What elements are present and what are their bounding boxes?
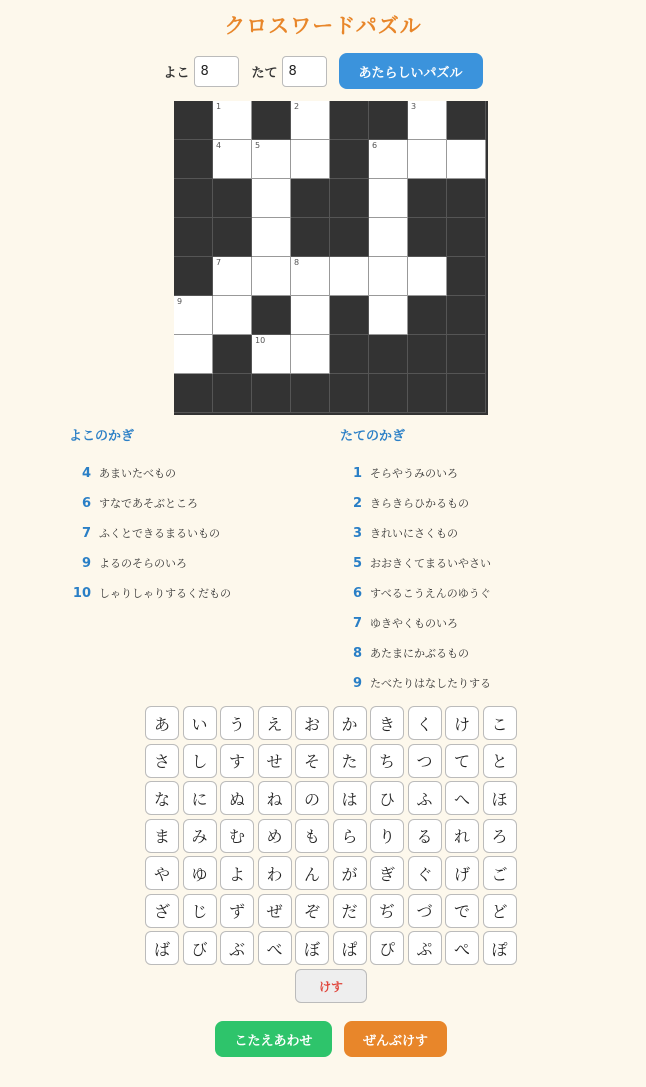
kana-key[interactable]: ど xyxy=(483,894,517,928)
kana-key[interactable]: ほ xyxy=(483,781,517,815)
kana-key[interactable]: ぐ xyxy=(408,856,442,890)
clue-text: ふくとできるまるいもの xyxy=(99,527,220,540)
clue-number: 1 xyxy=(352,465,362,481)
keyboard-row xyxy=(145,894,518,928)
kana-key[interactable]: み xyxy=(183,819,217,853)
kana-key[interactable]: つ xyxy=(408,744,442,778)
grid-cell[interactable] xyxy=(369,140,408,179)
kana-key[interactable]: よ xyxy=(220,856,254,890)
grid-block xyxy=(291,179,330,218)
grid-block xyxy=(291,218,330,257)
grid-block xyxy=(408,335,447,374)
kana-key[interactable]: き xyxy=(370,706,404,740)
kana-key[interactable]: お xyxy=(295,706,329,740)
grid-block xyxy=(408,374,447,413)
clue-text: そらやうみのいろ xyxy=(370,467,458,480)
keyboard-row xyxy=(145,856,518,890)
clear-all-button[interactable]: ぜんぶけす xyxy=(344,1021,447,1057)
kana-key[interactable]: し xyxy=(183,744,217,778)
height-label: たて xyxy=(251,65,278,81)
clue-number: 9 xyxy=(81,555,91,571)
grid-cell[interactable] xyxy=(408,257,447,296)
kana-key[interactable]: は xyxy=(333,781,367,815)
kana-key[interactable]: て xyxy=(445,744,479,778)
kana-key[interactable]: ゆ xyxy=(183,856,217,890)
size-controls xyxy=(0,53,646,89)
kana-key[interactable]: か xyxy=(333,706,367,740)
kana-key[interactable]: ず xyxy=(220,894,254,928)
clue-item[interactable] xyxy=(69,548,339,578)
kana-key[interactable]: ぺ xyxy=(445,931,479,965)
cell-number: 10 xyxy=(255,336,266,345)
new-puzzle-button[interactable]: あたらしいパズル xyxy=(339,53,483,89)
cell-number: 2 xyxy=(294,102,300,111)
kana-key[interactable]: ふ xyxy=(408,781,442,815)
kana-key[interactable]: せ xyxy=(258,744,292,778)
grid-block xyxy=(252,374,291,413)
clue-number: 7 xyxy=(352,615,362,631)
kana-key[interactable]: ま xyxy=(145,819,179,853)
kana-key[interactable]: け xyxy=(445,706,479,740)
keyboard-row xyxy=(145,819,518,853)
clue-number: 4 xyxy=(81,465,91,481)
across-heading: よこのかぎ xyxy=(69,429,135,444)
grid-block xyxy=(447,374,486,413)
grid-block xyxy=(369,101,408,140)
kana-key[interactable]: う xyxy=(220,706,254,740)
grid-block xyxy=(447,101,486,140)
clue-item[interactable] xyxy=(340,548,610,578)
kana-key[interactable]: す xyxy=(220,744,254,778)
grid-cell[interactable] xyxy=(252,257,291,296)
cell-number: 4 xyxy=(216,141,222,150)
kana-key[interactable]: ん xyxy=(295,856,329,890)
grid-block xyxy=(174,218,213,257)
grid-block xyxy=(174,179,213,218)
clue-item[interactable] xyxy=(340,668,610,698)
kana-key[interactable]: れ xyxy=(445,819,479,853)
erase-key[interactable]: けす xyxy=(295,969,367,1003)
kana-key[interactable]: ぶ xyxy=(220,931,254,965)
kana-key[interactable]: そ xyxy=(295,744,329,778)
grid-block xyxy=(408,296,447,335)
grid-cell[interactable] xyxy=(252,335,291,374)
kana-key[interactable]: が xyxy=(333,856,367,890)
kana-key[interactable]: づ xyxy=(408,894,442,928)
grid-cell[interactable] xyxy=(408,101,447,140)
down-clues xyxy=(340,428,610,698)
grid-cell[interactable] xyxy=(213,257,252,296)
cell-number: 9 xyxy=(177,297,183,306)
page-title: クロスワードパズル xyxy=(224,14,422,38)
kana-key[interactable]: る xyxy=(408,819,442,853)
kana-key[interactable]: に xyxy=(183,781,217,815)
clue-number: 3 xyxy=(352,525,362,541)
clue-item[interactable] xyxy=(340,578,610,608)
clue-text: たべたりはなしたりする xyxy=(370,677,491,690)
grid-block xyxy=(447,335,486,374)
cell-number: 7 xyxy=(216,258,222,267)
kana-key[interactable]: ぢ xyxy=(370,894,404,928)
grid-block xyxy=(408,179,447,218)
kana-key[interactable]: ぴ xyxy=(370,931,404,965)
kana-key[interactable]: ら xyxy=(333,819,367,853)
grid-cell[interactable] xyxy=(291,296,330,335)
grid-block xyxy=(447,296,486,335)
clue-item[interactable] xyxy=(340,488,610,518)
grid-cell[interactable] xyxy=(174,296,213,335)
clue-number: 6 xyxy=(352,585,362,601)
clue-number: 8 xyxy=(352,645,362,661)
keyboard-row xyxy=(145,706,518,740)
grid-cell[interactable] xyxy=(447,140,486,179)
width-label: よこ xyxy=(163,65,190,81)
kana-key[interactable]: さ xyxy=(145,744,179,778)
grid-block xyxy=(213,335,252,374)
kana-key[interactable]: ぼ xyxy=(295,931,329,965)
grid-block xyxy=(291,374,330,413)
clue-text: すべるこうえんのゆうぐ xyxy=(370,587,491,600)
kana-key[interactable]: ち xyxy=(370,744,404,778)
clue-text: ゆきやくものいろ xyxy=(370,617,458,630)
grid-cell[interactable] xyxy=(408,140,447,179)
kana-key[interactable]: ぎ xyxy=(370,856,404,890)
kana-key[interactable]: え xyxy=(258,706,292,740)
clue-text: おおきくてまるいやさい xyxy=(370,557,491,570)
down-heading: たてのかぎ xyxy=(340,429,406,444)
kana-key[interactable]: く xyxy=(408,706,442,740)
kana-key[interactable]: や xyxy=(145,856,179,890)
kana-key[interactable]: と xyxy=(483,744,517,778)
kana-key[interactable]: ぜ xyxy=(258,894,292,928)
keyboard-row xyxy=(145,744,518,778)
kana-key[interactable]: ぞ xyxy=(295,894,329,928)
height-input[interactable] xyxy=(282,56,327,87)
kana-key[interactable]: べ xyxy=(258,931,292,965)
kana-key[interactable]: ご xyxy=(483,856,517,890)
kana-key[interactable]: ぬ xyxy=(220,781,254,815)
kana-key[interactable]: め xyxy=(258,819,292,853)
kana-key[interactable]: ろ xyxy=(483,819,517,853)
grid-block xyxy=(408,218,447,257)
clue-text: きれいにさくもの xyxy=(370,527,458,540)
crossword-grid xyxy=(174,101,488,415)
grid-block xyxy=(369,374,408,413)
cell-number: 1 xyxy=(216,102,222,111)
grid-cell[interactable] xyxy=(174,335,213,374)
grid-cell[interactable] xyxy=(291,140,330,179)
kana-key[interactable]: た xyxy=(333,744,367,778)
grid-block xyxy=(252,101,291,140)
grid-block xyxy=(213,218,252,257)
grid-cell[interactable] xyxy=(369,296,408,335)
kana-key[interactable]: だ xyxy=(333,894,367,928)
grid-cell[interactable] xyxy=(291,335,330,374)
kana-key[interactable]: へ xyxy=(445,781,479,815)
clue-text: あたまにかぶるもの xyxy=(370,647,469,660)
grid-block xyxy=(174,257,213,296)
clue-number: 10 xyxy=(72,585,91,601)
cell-number: 5 xyxy=(255,141,261,150)
grid-block xyxy=(330,140,369,179)
kana-key[interactable]: む xyxy=(220,819,254,853)
kana-key[interactable]: い xyxy=(183,706,217,740)
kana-key[interactable]: ぱ xyxy=(333,931,367,965)
cell-number: 3 xyxy=(411,102,417,111)
grid-block xyxy=(252,296,291,335)
kana-key[interactable]: ぷ xyxy=(408,931,442,965)
grid-cell[interactable] xyxy=(291,257,330,296)
kana-key[interactable]: な xyxy=(145,781,179,815)
grid-block xyxy=(213,374,252,413)
keyboard-row xyxy=(145,781,518,815)
grid-block xyxy=(369,335,408,374)
grid-block xyxy=(174,140,213,179)
clue-text: すなであそぶところ xyxy=(99,497,198,510)
width-input[interactable] xyxy=(194,56,239,87)
kana-key[interactable]: あ xyxy=(145,706,179,740)
grid-cell[interactable] xyxy=(213,101,252,140)
clue-text: しゃりしゃりするくだもの xyxy=(99,587,231,600)
clue-number: 6 xyxy=(81,495,91,511)
clue-item[interactable] xyxy=(340,638,610,668)
grid-block xyxy=(174,101,213,140)
grid-block xyxy=(447,179,486,218)
kana-key[interactable]: ひ xyxy=(370,781,404,815)
grid-cell[interactable] xyxy=(213,140,252,179)
kana-key[interactable]: ざ xyxy=(145,894,179,928)
grid-block xyxy=(330,296,369,335)
kana-key[interactable]: こ xyxy=(483,706,517,740)
grid-cell[interactable] xyxy=(252,179,291,218)
grid-block xyxy=(330,218,369,257)
kana-key[interactable]: の xyxy=(295,781,329,815)
clue-item[interactable] xyxy=(340,518,610,548)
grid-cell[interactable] xyxy=(369,218,408,257)
clue-text: きらきらひかるもの xyxy=(370,497,469,510)
clue-item[interactable] xyxy=(69,518,339,548)
clue-number: 5 xyxy=(352,555,362,571)
clue-number: 2 xyxy=(352,495,362,511)
grid-cell[interactable] xyxy=(291,101,330,140)
grid-block xyxy=(330,374,369,413)
clue-text: あまいたべもの xyxy=(99,467,176,480)
kana-key[interactable]: も xyxy=(295,819,329,853)
clue-number: 7 xyxy=(81,525,91,541)
grid-block xyxy=(213,179,252,218)
kana-key[interactable]: ね xyxy=(258,781,292,815)
grid-cell[interactable] xyxy=(213,296,252,335)
kana-key[interactable]: ぽ xyxy=(483,931,517,965)
clue-item[interactable] xyxy=(69,488,339,518)
grid-cell[interactable] xyxy=(369,257,408,296)
grid-cell[interactable] xyxy=(330,257,369,296)
grid-cell[interactable] xyxy=(252,218,291,257)
grid-cell[interactable] xyxy=(369,179,408,218)
grid-cell[interactable] xyxy=(252,140,291,179)
keyboard-row xyxy=(145,931,518,965)
grid-block xyxy=(330,179,369,218)
across-clues xyxy=(69,428,339,608)
kana-key[interactable]: び xyxy=(183,931,217,965)
grid-block xyxy=(174,374,213,413)
cell-number: 8 xyxy=(294,258,300,267)
clue-item[interactable] xyxy=(340,458,610,488)
kana-key[interactable]: り xyxy=(370,819,404,853)
check-answers-button[interactable]: こたえあわせ xyxy=(215,1021,332,1057)
grid-block xyxy=(447,218,486,257)
grid-block xyxy=(447,257,486,296)
clue-item[interactable] xyxy=(340,608,610,638)
clue-item[interactable] xyxy=(69,458,339,488)
clue-text: よるのそらのいろ xyxy=(99,557,187,570)
clue-item[interactable] xyxy=(69,578,339,608)
grid-block xyxy=(330,335,369,374)
kana-key[interactable]: で xyxy=(445,894,479,928)
clue-number: 9 xyxy=(352,675,362,691)
kana-key[interactable]: げ xyxy=(445,856,479,890)
kana-key[interactable]: わ xyxy=(258,856,292,890)
cell-number: 6 xyxy=(372,141,378,150)
kana-keyboard xyxy=(145,706,518,969)
kana-key[interactable]: ば xyxy=(145,931,179,965)
kana-key[interactable]: じ xyxy=(183,894,217,928)
grid-block xyxy=(330,101,369,140)
